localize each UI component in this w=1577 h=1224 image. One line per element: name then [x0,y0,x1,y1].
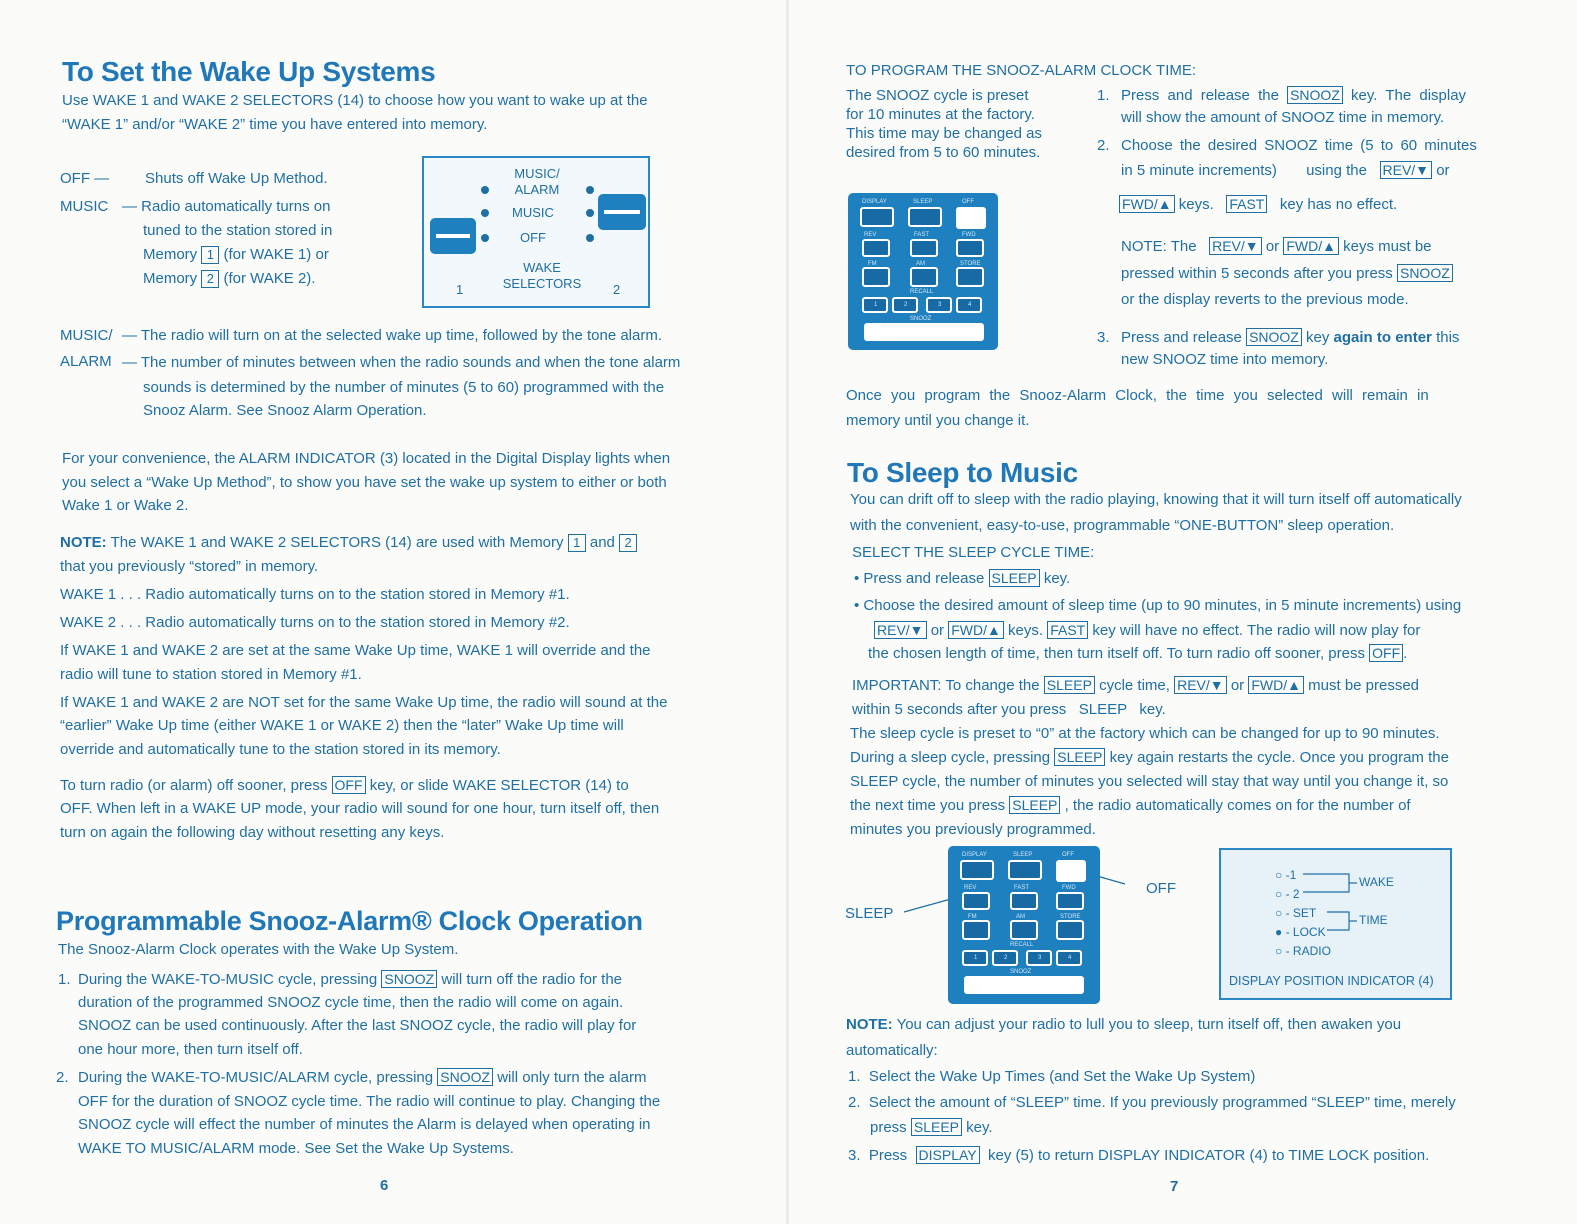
rev-key: REV/▼ [1380,161,1433,179]
step-2-number: 2. [1097,137,1110,154]
memory-label: Memory [143,270,198,287]
am-button [910,267,938,287]
memory-3-label: 3 [938,302,942,308]
memory-1-label: 1 [874,302,878,308]
rev-key-label: REV [864,232,877,238]
bullet-1 [854,567,1070,591]
memory-4-button [956,297,982,313]
wake-label: WAKE [523,260,561,275]
off-term: OFF — [60,170,110,187]
memory-4-label: 4 [968,302,972,308]
step-3-line-2: new SNOOZ time into memory. [1121,351,1329,368]
snooz-key: SNOOZ [1287,86,1343,104]
store-key-label: STORE [1060,914,1081,920]
program-heading: TO PROGRAM THE SNOOZ-ALARM CLOCK TIME: [846,62,1197,79]
music-alarm-label [508,166,566,198]
step-3-key-word: key [1306,329,1330,346]
display-key: DISPLAY [916,1146,980,1164]
fwd-key-label: FWD [962,232,976,238]
turn-off-line-2: OFF. When left in a WAKE UP mode, your radio will sound for one hour, turn itself off, then [60,800,660,817]
rev-button [862,239,890,257]
step-1-number: 1. [1097,87,1110,104]
time-bracket-label: TIME [1359,913,1388,927]
select-sleep-cycle: SELECT THE SLEEP CYCLE TIME: [852,544,1095,561]
important-line-2: within 5 seconds after you press SLEEP key. [852,701,1166,718]
item-1-line-4: one hour more, then turn itself off. [78,1041,303,1058]
preset-paragraph [846,86,1042,162]
cycle-line-1: The sleep cycle is preset to “0” at the factory which can be changed for up to 90 minutes. [850,725,1440,742]
cycle-line-3: SLEEP cycle, the number of minutes you selected will stay that way until you change it, so [850,773,1449,790]
wake-up-systems-heading: To Set the Wake Up Systems [62,56,436,87]
convenience-line-1: For your convenience, the ALARM INDICATOR (3) located in the Digital Display lights when [62,450,671,467]
note-line-2: that you previously “stored” in memory. [60,558,319,575]
step-2-line-1: Choose the desired SNOOZ time (5 to 60 minutes [1121,137,1477,154]
preset-line: desired from 5 to 60 minutes. [846,144,1041,161]
item-1-line-3: SNOOZ can be used continuously. After the last SNOOZ cycle, the radio will play for [78,1017,637,1034]
position-dot [481,186,489,194]
clock-keypad-diagram-sleep [948,846,1100,1004]
fwd-key: FWD/▲ [1119,195,1175,213]
display-button [960,860,994,880]
display-key-label: DISPLAY [862,199,887,205]
music-position-label: MUSIC [512,205,554,220]
fast-button [1010,892,1038,910]
cycle-text-b: key again restarts the cycle. Once you program the [1109,749,1449,766]
preset-line: for 10 minutes at the factory. [846,106,1035,123]
bullet-1-key-word: key. [1043,570,1071,587]
fast-key: FAST [1226,195,1267,213]
final-note-label: NOTE: [846,1016,893,1033]
indicator-row-3: ○ - SET [1275,906,1317,920]
final-step-2-line-2 [870,1116,993,1140]
again-to-enter: again to enter [1333,329,1432,346]
display-position-indicator [1219,848,1452,1000]
step-2-or: or [1436,162,1450,179]
row-label: - LOCK [1285,925,1326,939]
music-description-2: tuned to the station stored in [143,222,333,239]
fm-button [862,267,890,287]
item-2-text: During the WAKE-TO-MUSIC/ALARM cycle, pressing [78,1069,434,1086]
snooz-key: SNOOZ [381,970,437,988]
snooz-alarm-heading: Programmable Snooz-Alarm® Clock Operation [56,906,643,936]
memory-3-button [1026,950,1052,966]
sleep-callout-label: SLEEP [845,905,894,922]
selector-1-number: 1 [456,282,464,297]
wake1-memory-line: WAKE 1 . . . Radio automatically turns on to the station stored in Memory #1. [60,586,570,603]
snooz-intro: The Snooz-Alarm Clock operates with the Wake Up System. [58,941,459,958]
item-2-line-1 [78,1066,646,1090]
music-alarm-desc-2: — The number of minutes between when the radio sounds and when the tone alarm [122,354,681,371]
recall-label: RECALL [910,289,934,295]
bullet-2-text-c: the chosen length of time, then turn itself off. To turn radio off sooner, press [868,645,1365,662]
sleep-button [1008,860,1042,880]
wake2-memory-line: WAKE 2 . . . Radio automatically turns on to the station stored in Memory #2. [60,614,570,631]
sleep-key-label: SLEEP [1013,852,1033,858]
sleep-intro-2: with the convenient, easy-to-use, programmable “ONE-BUTTON” sleep operation. [850,517,1395,534]
rev-button [962,892,990,910]
fm-button [962,920,990,940]
indicator-row-2: ○ - 2 [1275,887,1300,901]
cycle-line-4 [850,794,1411,818]
step-1-text-b: key. The display [1351,87,1467,104]
memory-1-key: 1 [201,246,219,264]
memory-2-button [892,297,918,313]
off-button [1056,860,1086,882]
sleep-key: SLEEP [1044,676,1095,694]
sleep-key: SLEEP [1054,748,1105,766]
sleep-button [908,207,942,227]
important-must: must be pressed [1308,677,1420,694]
off-key-label: OFF [1062,852,1074,858]
not-same-line-2: “earlier” Wake Up time (either WAKE 1 or WAKE 2) then the “later” Wake Up time will [60,717,624,734]
final-step-2-key-word: key. [966,1119,993,1136]
step-3-this: this [1436,329,1460,346]
display-key-label: DISPLAY [962,852,987,858]
memory-2-label: 2 [1004,955,1008,961]
step-2-text: in 5 minute increments) [1121,162,1277,179]
final-step-2-press: press [870,1119,907,1136]
step-1-text: Press and release the [1121,87,1279,104]
memory-2-label: 2 [904,302,908,308]
final-step-1: 1. Select the Wake Up Times (and Set the Wake Up System) [848,1068,1256,1085]
memory-2-key: 2 [619,534,637,552]
am-button [1010,920,1038,940]
once-line-1: Once you program the Snooz-Alarm Clock, the time you selected will remain in [846,387,1429,404]
selectors-label: SELECTORS [502,276,582,291]
final-step-3-text: key (5) to return DISPLAY INDICATOR (4) to TIME LOCK position. [987,1147,1430,1164]
important-or: or [1230,677,1245,694]
music-alarm-desc-1: — The radio will turn on at the selected wake up time, followed by the tone alarm. [122,327,663,344]
row-label: - 2 [1285,887,1300,901]
step-2-line-2 [1121,159,1450,183]
memory-3-button [926,297,952,313]
bullet-2-or: or [930,622,945,639]
clock-keypad-diagram [848,193,998,350]
bullet-2-line-2 [874,619,1420,643]
bullet-1-text: • Press and release [854,570,985,587]
turn-off-text: To turn radio (or alarm) off sooner, press [60,777,328,794]
memory-2-button [992,950,1018,966]
preset-line: This time may be changed as [846,125,1042,142]
position-dot [481,209,489,217]
bullet-2-keys: keys. [1008,622,1044,639]
item-2-line-4: WAKE TO MUSIC/ALARM mode. See Set the Wake Up Systems. [78,1140,514,1157]
selector-2-number: 2 [613,282,621,297]
snooz-key: SNOOZ [437,1068,493,1086]
indicator-brackets [1301,868,1361,938]
fwd-key: FWD/▲ [948,621,1004,639]
memory-label: Memory [143,246,198,263]
memory-1-key: 1 [568,534,586,552]
step-2-line-3 [1119,193,1397,217]
off-key-label: OFF [962,199,974,205]
important-cycle: cycle time, [1099,677,1170,694]
position-dot [586,234,594,242]
step-3-number: 3. [1097,329,1110,346]
music-alarm-desc-4: Snooz Alarm. See Snooz Alarm Operation. [143,402,427,419]
wake-selectors-label [492,260,592,292]
fwd-key: FWD/▲ [1248,676,1304,694]
fwd-button [1056,892,1084,910]
final-note-line-2: automatically: [846,1042,938,1059]
music-alarm-line-2: ALARM [514,182,560,197]
important-text: IMPORTANT: To change the [852,677,1040,694]
music-alarm-term-1: MUSIC/ [60,327,113,344]
wake2-paren: (for WAKE 2). [223,270,316,287]
note-label: NOTE: [60,534,107,551]
off-button [956,207,986,229]
note-text: The WAKE 1 and WAKE 2 SELECTORS (14) are used with Memory [110,534,564,551]
position-dot [481,234,489,242]
sleep-key: SLEEP [989,569,1040,587]
rev-key: REV/▼ [1209,237,1262,255]
turn-off-line-3: turn on again the following day without resetting any keys. [60,824,445,841]
item-2-text-b: will only turn the alarm [497,1069,647,1086]
rev-key-label: REV [964,885,977,891]
snooz-key: SNOOZ [1397,264,1453,282]
note-line-1 [60,531,637,555]
store-button [956,267,984,287]
wake1-paren: (for WAKE 1) or [223,246,329,263]
memory-1-button [962,950,988,966]
fwd-key-label: FWD [1062,885,1076,891]
music-alarm-term-2: ALARM [60,353,112,370]
sleep-key: SLEEP [1009,796,1060,814]
wake-bracket-label: WAKE [1359,875,1394,889]
sleep-intro-1: You can drift off to sleep with the radio playing, knowing that it will turn itself off automatically [850,491,1462,508]
convenience-line-2: you select a “Wake Up Method”, to show you have set the wake up system to either or both [62,474,667,491]
off-position-label: OFF [520,230,546,245]
same-time-line-1: If WAKE 1 and WAKE 2 are set at the same Wake Up time, WAKE 1 will override and the [60,642,651,659]
position-dot [586,209,594,217]
off-key: OFF [1369,644,1403,662]
indicator-row-1: ○ -1 [1275,868,1297,882]
bullet-2-text: key will have no effect. The radio will now play for [1092,622,1421,639]
final-note-line-1 [846,1013,1401,1037]
fast-key: FAST [1047,621,1088,639]
row-label: - SET [1285,906,1317,920]
cycle-line-5: minutes you previously programmed. [850,821,1096,838]
item-1-number: 1. [58,971,71,988]
final-step-3 [848,1144,1429,1168]
step-note-line-3: or the display reverts to the previous mode. [1121,291,1409,308]
wake-2-selector-knob [598,194,646,230]
step-note-or: or [1265,238,1280,255]
memory-4-button [1056,950,1082,966]
fast-key-label: FAST [914,232,930,238]
not-same-line-1: If WAKE 1 and WAKE 2 are NOT set for the same Wake Up time, the radio will sound at the [60,694,668,711]
important-line-1 [852,674,1419,698]
not-same-line-3: override and automatically tune to the station stored in its memory. [60,741,501,758]
once-line-2: memory until you change it. [846,412,1030,429]
wake-intro-line-2: “WAKE 1” and/or “WAKE 2” time you have entered into memory. [62,116,488,133]
bullet-2-period: . [1403,645,1408,662]
recall-label: RECALL [1010,942,1034,948]
final-note-text: You can adjust your radio to lull you to sleep, turn itself off, then awaken you [896,1016,1402,1033]
fm-key-label: FM [868,261,877,267]
snooz-bar-label: SNOOZ [1010,969,1032,975]
music-term: MUSIC [60,198,109,215]
item-2-line-2: OFF for the duration of SNOOZ cycle time. The radio will continue to play. Changing the [78,1093,661,1110]
final-step-3-press: 3. Press [848,1147,908,1164]
step-note-must: keys must be [1343,238,1432,255]
step-2-using: using the [1306,162,1367,179]
step-note-label: NOTE: The [1121,238,1197,255]
sleep-key-label: SLEEP [913,199,933,205]
memory-4-label: 4 [1068,955,1072,961]
fm-key-label: FM [968,914,977,920]
sleep-to-music-heading: To Sleep to Music [847,457,1078,488]
item-2-number: 2. [56,1069,69,1086]
snooz-bar-label: SNOOZ [910,316,932,322]
rev-key: REV/▼ [874,621,927,639]
step-2-keys: keys. [1178,196,1214,213]
item-2-line-3: SNOOZ cycle will effect the number of minutes the Alarm is delayed when operating in [78,1116,651,1133]
step-note-line-2 [1121,262,1453,286]
step-3-line-1 [1121,326,1459,350]
memory-1-button [862,297,888,313]
store-key-label: STORE [960,261,981,267]
music-description-3 [143,243,329,267]
indicator-row-5: ○ - RADIO [1275,944,1331,958]
note-and: and [589,534,615,551]
item-1-line-1 [78,968,622,992]
page-number-7: 7 [1170,1178,1179,1195]
item-1-line-2: duration of the programmed SNOOZ cycle time, then the radio will come on again. [78,994,624,1011]
convenience-line-3: Wake 1 or Wake 2. [62,497,189,514]
store-button [1056,920,1084,940]
off-key: OFF [332,776,366,794]
row-label: - RADIO [1285,944,1331,958]
same-time-line-2: radio will tune to station stored in Memory #1. [60,666,362,683]
music-alarm-line-1: MUSIC/ [514,166,560,181]
row-label: -1 [1285,868,1297,882]
turn-off-line-1 [60,774,629,798]
music-description-1: — Radio automatically turns on [122,198,331,215]
display-button [860,207,894,227]
indicator-caption: DISPLAY POSITION INDICATOR (4) [1229,974,1434,988]
music-alarm-desc-3: sounds is determined by the number of minutes (5 to 60) programmed with the [143,379,665,396]
snooz-bar [864,323,984,341]
off-description: Shuts off Wake Up Method. [145,170,328,187]
final-step-2-line-1: 2. Select the amount of “SLEEP” time. If you previously programmed “SLEEP” time, merely [848,1094,1456,1111]
fwd-button [956,239,984,257]
position-dot [586,186,594,194]
fast-button [910,239,938,257]
off-callout-label: OFF [1146,880,1176,897]
memory-1-label: 1 [974,955,978,961]
fwd-key: FWD/▲ [1283,237,1339,255]
step-3-text: Press and release [1121,329,1242,346]
wake-intro-line-1: Use WAKE 1 and WAKE 2 SELECTORS (14) to choose how you want to wake up at the [62,92,648,109]
cycle-line-2 [850,746,1449,770]
step-1-line-1 [1121,84,1466,108]
step-note-line-1 [1121,235,1432,259]
memory-3-label: 3 [1038,955,1042,961]
cycle-text: During a sleep cycle, pressing [850,749,1051,766]
step-note-text: pressed within 5 seconds after you press [1121,265,1393,282]
rev-key: REV/▼ [1174,676,1227,694]
wake-1-selector-knob [430,218,476,254]
cycle-text-c: the next time you press [850,797,1006,814]
indicator-row-4: ● - LOCK [1275,925,1326,939]
snooz-bar [964,976,1084,994]
bullet-2-line-1: • Choose the desired amount of sleep time (up to 90 minutes, in 5 minute increments) using [854,597,1462,614]
music-description-4 [143,267,315,291]
step-1-line-2: will show the amount of SNOOZ time in memory. [1121,109,1445,126]
sleep-key: SLEEP [911,1118,962,1136]
memory-2-key: 2 [201,270,219,288]
am-key-label: AM [1016,914,1025,920]
item-1-text: During the WAKE-TO-MUSIC cycle, pressing [78,971,378,988]
turn-off-text-b: key, or slide WAKE SELECTOR (14) to [369,777,629,794]
cycle-text-d: , the radio automatically comes on for the number of [1064,797,1411,814]
item-1-text-b: will turn off the radio for the [441,971,623,988]
wake-selectors-diagram [422,156,650,308]
am-key-label: AM [916,261,925,267]
fast-desc: key has no effect. [1279,196,1398,213]
page-7 [790,0,1577,1224]
snooz-key: SNOOZ [1246,328,1302,346]
bullet-2-line-3 [868,642,1407,666]
page-number-6: 6 [380,1177,389,1194]
fast-key-label: FAST [1014,885,1030,891]
preset-line: The SNOOZ cycle is preset [846,87,1029,104]
